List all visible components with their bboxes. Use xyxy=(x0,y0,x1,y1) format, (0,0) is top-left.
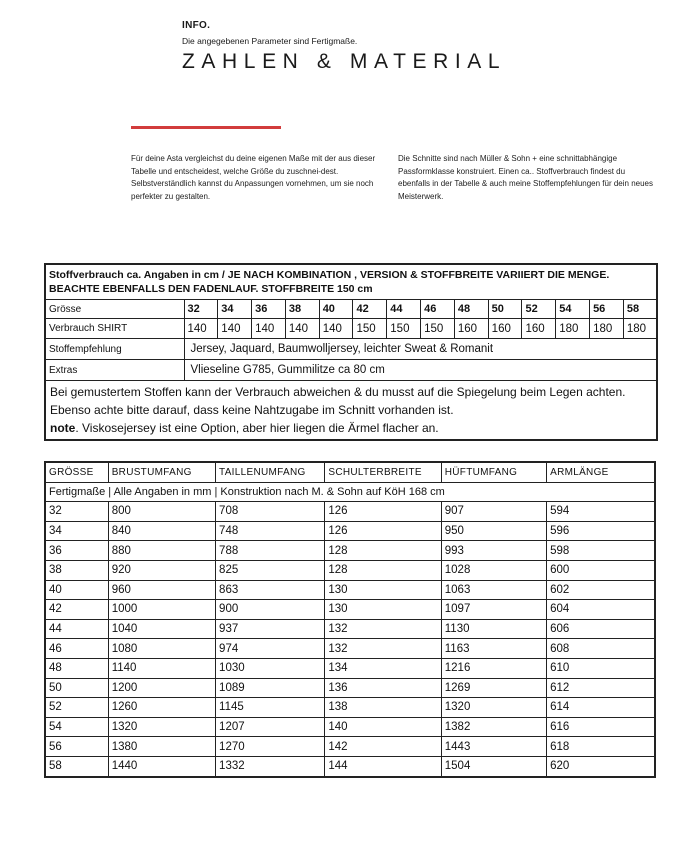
consumption-cell: 150 xyxy=(421,319,455,339)
table-cell: 138 xyxy=(325,698,441,718)
table-row xyxy=(45,658,655,678)
table-cell: 1332 xyxy=(216,756,325,776)
size-row xyxy=(45,300,657,319)
size-cell: 34 xyxy=(218,300,252,319)
table-cell: 614 xyxy=(547,698,655,718)
table-cell: 974 xyxy=(216,639,325,659)
size-table-subheader: Fertigmaße | Alle Angaben in mm | Konstruktion nach M. & Sohn auf KöH 168 cm xyxy=(45,482,655,502)
table-row xyxy=(45,600,655,620)
consumption-cell: 150 xyxy=(387,319,421,339)
table-cell: 1130 xyxy=(441,619,546,639)
table-cell: 594 xyxy=(547,502,655,522)
column-header: SCHULTERBREITE xyxy=(325,462,441,482)
size-cell: 42 xyxy=(353,300,387,319)
note-line-2: Ebenso achte bitte darauf, dass keine Nahtzugabe im Schnitt vorhanden ist. xyxy=(50,403,454,417)
table-cell: 920 xyxy=(108,560,215,580)
table-cell: 1089 xyxy=(216,678,325,698)
table-cell: 48 xyxy=(45,658,108,678)
consumption-cell: 140 xyxy=(252,319,286,339)
note-line-3-text: . Viskosejersey ist eine Option, aber hier liegen die Ärmel flacher an. xyxy=(75,421,439,435)
size-cell: 38 xyxy=(285,300,319,319)
table-cell: 602 xyxy=(547,580,655,600)
table-cell: 1320 xyxy=(108,717,215,737)
table-cell: 128 xyxy=(325,560,441,580)
table-cell: 1163 xyxy=(441,639,546,659)
consumption-cell: 180 xyxy=(556,319,590,339)
fabric-table-header xyxy=(45,264,657,300)
table-cell: 618 xyxy=(547,737,655,757)
table-cell: 960 xyxy=(108,580,215,600)
table-cell: 126 xyxy=(325,521,441,541)
table-cell: 50 xyxy=(45,678,108,698)
consumption-cell: 160 xyxy=(488,319,522,339)
column-header: HÜFTUMFANG xyxy=(441,462,546,482)
column-header: TAILLENUMFANG xyxy=(216,462,325,482)
table-cell: 56 xyxy=(45,737,108,757)
table-cell: 950 xyxy=(441,521,546,541)
info-subtitle: Die angegebenen Parameter sind Fertigmaße. xyxy=(182,36,358,46)
size-cell: 56 xyxy=(590,300,624,319)
table-cell: 620 xyxy=(547,756,655,776)
table-cell: 1030 xyxy=(216,658,325,678)
table-cell: 600 xyxy=(547,560,655,580)
page-title: ZAHLEN & MATERIAL xyxy=(182,50,507,73)
table-cell: 46 xyxy=(45,639,108,659)
table-cell: 1063 xyxy=(441,580,546,600)
table-row xyxy=(45,521,655,541)
table-cell: 1269 xyxy=(441,678,546,698)
column-header: BRUSTUMFANG xyxy=(108,462,215,482)
size-cell: 36 xyxy=(252,300,286,319)
table-cell: 1270 xyxy=(216,737,325,757)
size-cell: 52 xyxy=(522,300,556,319)
table-row xyxy=(45,737,655,757)
table-row xyxy=(45,541,655,561)
table-cell: 1200 xyxy=(108,678,215,698)
table-cell: 144 xyxy=(325,756,441,776)
table-cell: 1504 xyxy=(441,756,546,776)
note-line-1: Bei gemustertem Stoffen kann der Verbrauch abweichen & du musst auf die Spiegelung beim Legen achten. xyxy=(50,385,626,399)
consumption-cell: 140 xyxy=(184,319,218,339)
info-label: INFO. xyxy=(182,20,211,31)
table-cell: 900 xyxy=(216,600,325,620)
size-measurement-table xyxy=(44,461,656,778)
table-row xyxy=(45,756,655,776)
consumption-row xyxy=(45,319,657,339)
table-cell: 134 xyxy=(325,658,441,678)
table-cell: 52 xyxy=(45,698,108,718)
table-cell: 36 xyxy=(45,541,108,561)
consumption-cell: 160 xyxy=(522,319,556,339)
consumption-row-label: Verbrauch SHIRT xyxy=(45,319,184,339)
table-cell: 863 xyxy=(216,580,325,600)
consumption-cell: 160 xyxy=(454,319,488,339)
extras-label: Extras xyxy=(45,360,184,381)
table-cell: 1000 xyxy=(108,600,215,620)
size-cell: 40 xyxy=(319,300,353,319)
table-cell: 140 xyxy=(325,717,441,737)
table-row xyxy=(45,678,655,698)
table-cell: 708 xyxy=(216,502,325,522)
table-cell: 1207 xyxy=(216,717,325,737)
table-row xyxy=(45,560,655,580)
table-cell: 40 xyxy=(45,580,108,600)
table-cell: 1443 xyxy=(441,737,546,757)
table-cell: 612 xyxy=(547,678,655,698)
column-header: ARMLÄNGE xyxy=(547,462,655,482)
table-cell: 38 xyxy=(45,560,108,580)
table-cell: 1380 xyxy=(108,737,215,757)
table-cell: 142 xyxy=(325,737,441,757)
table-cell: 1080 xyxy=(108,639,215,659)
table-cell: 128 xyxy=(325,541,441,561)
table-cell: 598 xyxy=(547,541,655,561)
table-cell: 136 xyxy=(325,678,441,698)
table-cell: 132 xyxy=(325,619,441,639)
size-table-header-row xyxy=(45,462,655,482)
recommendation-value: Jersey, Jaquard, Baumwolljersey, leichter Sweat & Romanit xyxy=(184,339,657,360)
accent-rule xyxy=(131,126,281,129)
recommendation-label: Stoffempfehlung xyxy=(45,339,184,360)
table-cell: 825 xyxy=(216,560,325,580)
table-cell: 1140 xyxy=(108,658,215,678)
consumption-cell: 150 xyxy=(353,319,387,339)
note-line-3 xyxy=(50,419,652,437)
size-cell: 44 xyxy=(387,300,421,319)
table-cell: 1097 xyxy=(441,600,546,620)
column-header: GRÖSSE xyxy=(45,462,108,482)
fabric-note xyxy=(45,381,657,441)
table-cell: 610 xyxy=(547,658,655,678)
consumption-cell: 140 xyxy=(285,319,319,339)
table-cell: 132 xyxy=(325,639,441,659)
table-cell: 42 xyxy=(45,600,108,620)
table-cell: 606 xyxy=(547,619,655,639)
table-cell: 616 xyxy=(547,717,655,737)
table-row xyxy=(45,639,655,659)
table-cell: 880 xyxy=(108,541,215,561)
table-cell: 1382 xyxy=(441,717,546,737)
table-cell: 32 xyxy=(45,502,108,522)
table-cell: 1145 xyxy=(216,698,325,718)
size-row-label: Grösse xyxy=(45,300,184,319)
table-cell: 44 xyxy=(45,619,108,639)
table-row xyxy=(45,717,655,737)
table-row xyxy=(45,619,655,639)
table-cell: 907 xyxy=(441,502,546,522)
consumption-cell: 140 xyxy=(218,319,252,339)
table-cell: 130 xyxy=(325,600,441,620)
table-cell: 58 xyxy=(45,756,108,776)
table-cell: 840 xyxy=(108,521,215,541)
table-cell: 937 xyxy=(216,619,325,639)
consumption-cell: 180 xyxy=(590,319,624,339)
consumption-cell: 180 xyxy=(623,319,657,339)
table-cell: 126 xyxy=(325,502,441,522)
size-cell: 58 xyxy=(623,300,657,319)
table-cell: 788 xyxy=(216,541,325,561)
fabric-header-line-1: Stoffverbrauch ca. Angaben in cm / JE NACH KOMBINATION , VERSION & STOFFBREITE VARIIERT DIE MENGE. xyxy=(49,269,610,281)
table-cell: 596 xyxy=(547,521,655,541)
table-row xyxy=(45,502,655,522)
table-cell: 1440 xyxy=(108,756,215,776)
intro-right-paragraph: Die Schnitte sind nach Müller & Sohn + eine schnittabhängige Passformklasse konstruiert. Einen ca.. Stoffverbrauch findest du ebenfalls in der Tabelle & auch meine Stoffempfehlungen für dein neues Meisterwerk. xyxy=(398,154,653,201)
table-cell: 1216 xyxy=(441,658,546,678)
table-cell: 54 xyxy=(45,717,108,737)
table-cell: 1320 xyxy=(441,698,546,718)
fabric-header-line-2: BEACHTE EBENFALLS DEN FADENLAUF. STOFFBREITE 150 cm xyxy=(49,283,373,295)
table-cell: 800 xyxy=(108,502,215,522)
fabric-consumption-table xyxy=(44,263,658,441)
intro-left-paragraph: Für deine Asta vergleichst du deine eigenen Maße mit der aus dieser Tabelle und entscheidest, welche Größe du zuschnei-dest. Selbstverständlich kannst du Anpassungen vornehmen, um sie noch perfekter zu gestalten. xyxy=(131,154,376,201)
table-cell: 130 xyxy=(325,580,441,600)
note-bold: note xyxy=(50,421,76,435)
size-cell: 48 xyxy=(454,300,488,319)
size-cell: 46 xyxy=(421,300,455,319)
table-cell: 993 xyxy=(441,541,546,561)
size-cell: 32 xyxy=(184,300,218,319)
consumption-cell: 140 xyxy=(319,319,353,339)
table-cell: 1028 xyxy=(441,560,546,580)
table-row xyxy=(45,580,655,600)
table-cell: 34 xyxy=(45,521,108,541)
size-cell: 50 xyxy=(488,300,522,319)
size-cell: 54 xyxy=(556,300,590,319)
table-cell: 748 xyxy=(216,521,325,541)
table-cell: 1040 xyxy=(108,619,215,639)
extras-value: Vlieseline G785, Gummilitze ca 80 cm xyxy=(184,360,657,381)
table-cell: 1260 xyxy=(108,698,215,718)
table-cell: 604 xyxy=(547,600,655,620)
size-table-body xyxy=(45,502,655,777)
table-row xyxy=(45,698,655,718)
table-cell: 608 xyxy=(547,639,655,659)
